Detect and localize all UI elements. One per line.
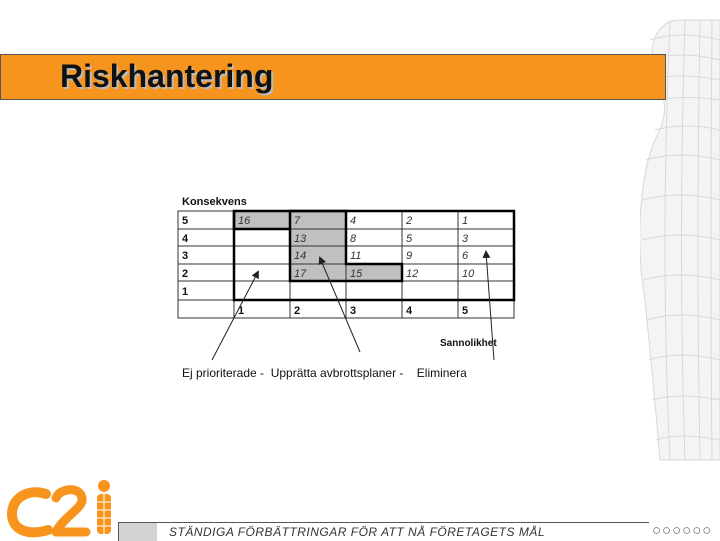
x-label: 2 (294, 305, 301, 317)
cell-value: 2 (406, 215, 413, 227)
footer-circles-icon: ○○○○○○ (652, 522, 713, 539)
footer-slogan: STÄNDIGA FÖRBÄTTRINGAR FÖR ATT NÅ FÖRETAGETS MÅL (169, 525, 546, 539)
cell-value: 10 (462, 268, 475, 280)
y-label: 5 (182, 215, 189, 227)
cell-value: 9 (406, 250, 413, 262)
cell-value: 5 (406, 233, 413, 245)
risk-matrix (176, 192, 526, 392)
y-label: 2 (182, 268, 189, 280)
x-label: 5 (462, 305, 469, 317)
c2i-logo (6, 476, 118, 538)
y-label: 3 (182, 250, 189, 262)
cell-value: 1 (462, 215, 469, 227)
cell-value: 14 (294, 250, 307, 262)
x-axis-title: Sannolikhet (440, 338, 497, 349)
footer-gray-block (119, 523, 157, 541)
matrix-caption: Ej prioriterade - Upprätta avbrottsplaner - Eliminera (182, 366, 467, 380)
x-label: 3 (350, 305, 357, 317)
slide-title: Riskhantering (60, 58, 274, 94)
cell-value: 12 (406, 268, 419, 280)
cell-value: 15 (350, 268, 363, 280)
cell-value: 11 (350, 250, 362, 262)
y-label: 1 (182, 286, 189, 298)
cell-value: 3 (462, 233, 469, 245)
cell-value: 7 (294, 215, 301, 227)
cell-value: 4 (350, 215, 357, 227)
cell-value: 17 (294, 268, 307, 280)
y-label: 4 (182, 233, 189, 245)
cell-value: 16 (238, 215, 251, 227)
cell-value: 13 (294, 233, 307, 245)
footer-strip (118, 522, 649, 541)
x-label: 4 (406, 305, 413, 317)
y-axis-title: Konsekvens (182, 196, 247, 208)
cell-value: 8 (350, 233, 357, 245)
risk-matrix-diagram (176, 192, 526, 387)
x-label: 1 (238, 305, 245, 317)
cell-value: 6 (462, 250, 469, 262)
